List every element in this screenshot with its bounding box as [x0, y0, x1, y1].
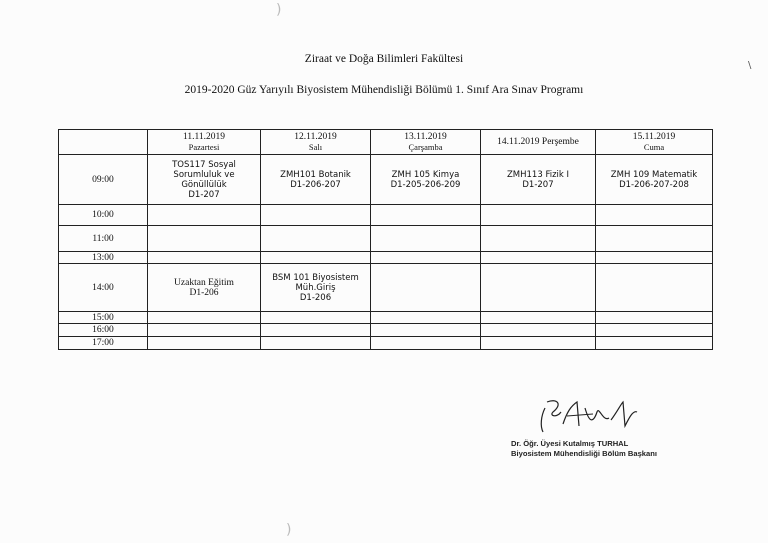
- empty-cell: [148, 205, 261, 226]
- empty-cell: [261, 312, 371, 324]
- handwritten-signature: [533, 398, 673, 434]
- time-row-1700: [59, 337, 713, 350]
- empty-cell: [596, 312, 713, 324]
- empty-cell: [261, 252, 371, 264]
- empty-cell: [371, 312, 481, 324]
- time-cell: 11:00: [59, 226, 148, 252]
- empty-cell: [371, 205, 481, 226]
- time-row-1500: [59, 312, 713, 324]
- empty-cell: [481, 205, 596, 226]
- empty-cell: [261, 226, 371, 252]
- time-cell: 16:00: [59, 324, 148, 337]
- exam-cell: ZMH 109 Matematik D1-206-207-208: [596, 155, 713, 205]
- exam-cell: BSM 101 Biyosistem Müh.Giriş D1-206: [261, 264, 371, 312]
- empty-cell: [371, 337, 481, 350]
- time-row-1600: [59, 324, 713, 337]
- empty-cell: [371, 252, 481, 264]
- day-header-4: 14.11.2019 Perşembe: [481, 130, 596, 155]
- empty-cell: [596, 337, 713, 350]
- empty-cell: [481, 312, 596, 324]
- empty-cell: [596, 205, 713, 226]
- time-row-1100: [59, 226, 713, 252]
- empty-cell: [481, 226, 596, 252]
- faculty-title: Ziraat ve Doğa Bilimleri Fakültesi: [304, 53, 464, 65]
- empty-cell: [596, 324, 713, 337]
- time-row-1300: [59, 252, 713, 264]
- exam-cell: ZMH113 Fizik I D1-207: [481, 155, 596, 205]
- day-header-2: 12.11.2019 Salı: [261, 130, 371, 155]
- empty-cell: [596, 264, 713, 312]
- empty-cell: [481, 264, 596, 312]
- corner-cell: [59, 130, 148, 155]
- empty-cell: [148, 337, 261, 350]
- day-header-5: 15.11.2019 Cuma: [596, 130, 713, 155]
- empty-cell: [261, 205, 371, 226]
- signer-name: Dr. Öğr. Üyesi Kutalmış TURHAL: [511, 439, 629, 448]
- time-cell: 15:00: [59, 312, 148, 324]
- time-cell: 10:00: [59, 205, 148, 226]
- time-row-1400: [59, 264, 713, 312]
- empty-cell: [148, 226, 261, 252]
- header-row: [59, 130, 713, 155]
- empty-cell: [481, 337, 596, 350]
- empty-cell: [371, 226, 481, 252]
- program-title: 2019-2020 Güz Yarıyılı Biyosistem Mühendisliği Bölümü 1. Sınıf Ara Sınav Programı: [184, 84, 584, 96]
- empty-cell: [596, 226, 713, 252]
- exam-cell: ZMH101 Botanik D1-206-207: [261, 155, 371, 205]
- scan-mark-right: \: [748, 60, 752, 71]
- scan-mark-bottom: ): [286, 522, 292, 538]
- day-header-1: 11.11.2019 Pazartesi: [148, 130, 261, 155]
- empty-cell: [261, 337, 371, 350]
- empty-cell: [481, 252, 596, 264]
- time-cell: 13:00: [59, 252, 148, 264]
- exam-cell: Uzaktan Eğitim D1-206: [148, 264, 261, 312]
- exam-schedule-table: [58, 129, 713, 350]
- empty-cell: [371, 264, 481, 312]
- exam-cell: ZMH 105 Kimya D1-205-206-209: [371, 155, 481, 205]
- time-cell: 14:00: [59, 264, 148, 312]
- empty-cell: [481, 324, 596, 337]
- empty-cell: [148, 324, 261, 337]
- empty-cell: [261, 324, 371, 337]
- empty-cell: [148, 252, 261, 264]
- empty-cell: [148, 312, 261, 324]
- empty-cell: [596, 252, 713, 264]
- scan-mark-top: ): [276, 2, 282, 18]
- signer-title: Biyosistem Mühendisliği Bölüm Başkanı: [511, 449, 657, 458]
- day-header-3: 13.11.2019 Çarşamba: [371, 130, 481, 155]
- time-cell: 09:00: [59, 155, 148, 205]
- time-cell: 17:00: [59, 337, 148, 350]
- time-row-1000: [59, 205, 713, 226]
- exam-cell: TOS117 Sosyal Sorumluluk ve Gönüllülük D1-207: [148, 155, 261, 205]
- signature-drawing: [533, 398, 673, 434]
- time-row-0900: [59, 155, 713, 205]
- empty-cell: [371, 324, 481, 337]
